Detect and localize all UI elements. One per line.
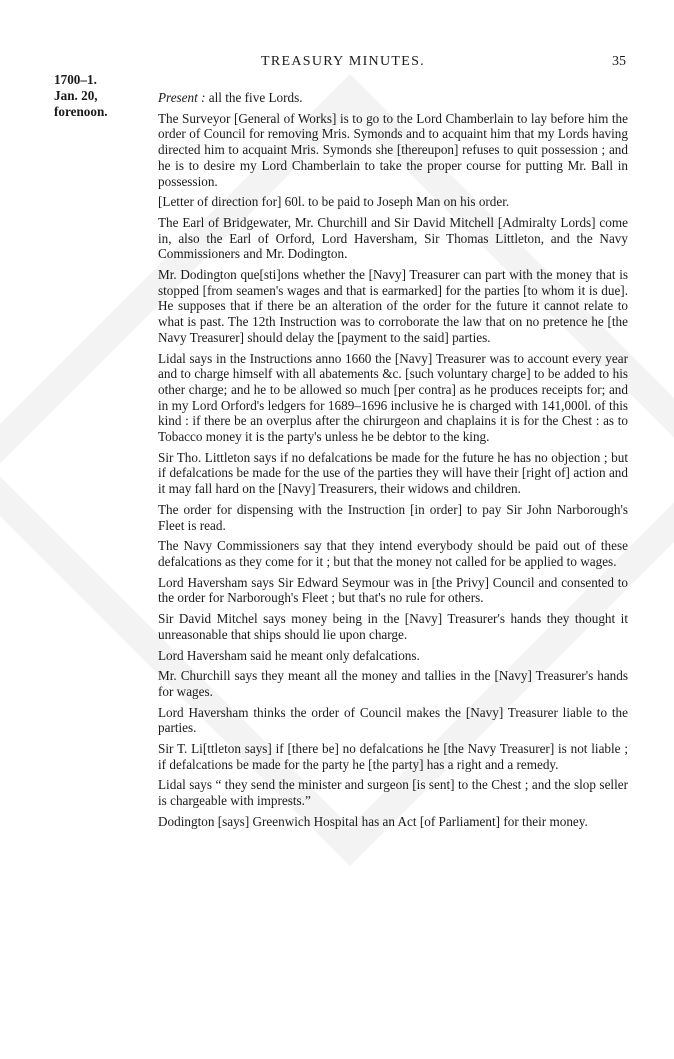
- paragraph: Mr. Dodington que[sti]ons whether the [Navy] Treasurer can part with the money that is stopped [from seamen's wages and that is earmarked] for the parties [to whom it is due]. He supposes that if there be an alteration of the order for the future it cannot relate to what is past. The 12th Instruction was to corroborate the law that on no pretence he [the Navy Treasurer] should delay the [payment to the said] parties.: [158, 267, 628, 345]
- paragraph: Sir Tho. Littleton says if no defalcations be made for the future he has no objection ; but if defalcations be made for the use of the parties they will have their [right of] action and it may fall hard on the [Navy] Treasurers, their widows and children.: [158, 449, 628, 497]
- margin-session: forenoon.: [54, 104, 108, 119]
- margin-date: Jan. 20,: [54, 88, 98, 103]
- paragraph: The Earl of Bridgewater, Mr. Churchill and Sir David Mitchell [Admiralty Lords] come in, also the Earl of Orford, Lord Haversham, Sir Thomas Littleton, and the Navy Commissioners and Mr. Dodington.: [158, 214, 628, 262]
- present-label: Present :: [158, 90, 206, 105]
- paragraph: Mr. Churchill says they meant all the money and tallies in the [Navy] Treasurer's hands for wages.: [158, 668, 628, 699]
- paragraph: Lord Haversham thinks the order of Council makes the [Navy] Treasurer liable to the parties.: [158, 704, 628, 736]
- paragraph: [Letter of direction for] 60l. to be paid to Joseph Man on his order.: [158, 194, 510, 210]
- paragraph-present: [158, 90, 628, 106]
- paragraph: Lord Haversham says Sir Edward Seymour was in [the Privy] Council and consented to the order for Narborough's Fleet ; but that's no rule for others.: [158, 574, 628, 606]
- minutes-body: [158, 90, 628, 835]
- margin-note: [54, 72, 154, 120]
- paragraph: The Surveyor [General of Works] is to go to the Lord Chamberlain to lay before him the order of Council for removing Mris. Symonds and to acquaint him that my Lords having directed him to acquaint Mris. Symonds she [thereupon] refuses to quit possession ; and he is to desire my Lord Chamberlain to take the proper course for putting Mr. Ball in possession.: [158, 110, 628, 189]
- page-number: 35: [612, 54, 626, 69]
- paragraph: Lord Haversham said he meant only defalcations.: [158, 647, 420, 663]
- running-title: TREASURY MINUTES.: [261, 54, 425, 69]
- present-text: all the five Lords.: [205, 90, 303, 105]
- paragraph: Sir T. Li[ttleton says] if [there be] no defalcations he [the Navy Treasurer] is not liable ; if defalcations be made for the party he [the party] has a right and a remedy.: [158, 741, 628, 772]
- paragraph: The order for dispensing with the Instruction [in order] to pay Sir John Narborough's Fleet is read.: [158, 501, 628, 533]
- paragraph: The Navy Commissioners say that they intend everybody should be paid out of these defalcations as they come for it ; but that the money not called for be applied to wages.: [158, 538, 628, 569]
- paragraph: Sir David Mitchel says money being in the [Navy] Treasurer's hands they thought it unreasonable that ships should lie upon charge.: [158, 611, 628, 642]
- paragraph: Dodington [says] Greenwich Hospital has an Act [of Parliament] for their money.: [158, 813, 588, 829]
- paragraph: Lidal says “ they send the minister and surgeon [is sent] to the Chest ; and the slop seller is chargeable with imprests.”: [158, 777, 628, 809]
- paragraph: Lidal says in the Instructions anno 1660 the [Navy] Treasurer was to account every year and to charge himself with all abatements &c. [such voluntary charge] to be added to his other charge; and he to be allowed so much [per contra] as he produces receipts for; and in my Lord Orford's ledgers for 1689–1696 inclusive he is charged with 141,000l. of this kind : if there be an overplus after the chirurgeon and chaplains it is for the Chest : as to Tobacco money it is the party's unless he be debtor to the king.: [158, 350, 628, 445]
- page-header: [60, 54, 626, 74]
- margin-year: 1700–1.: [54, 72, 97, 87]
